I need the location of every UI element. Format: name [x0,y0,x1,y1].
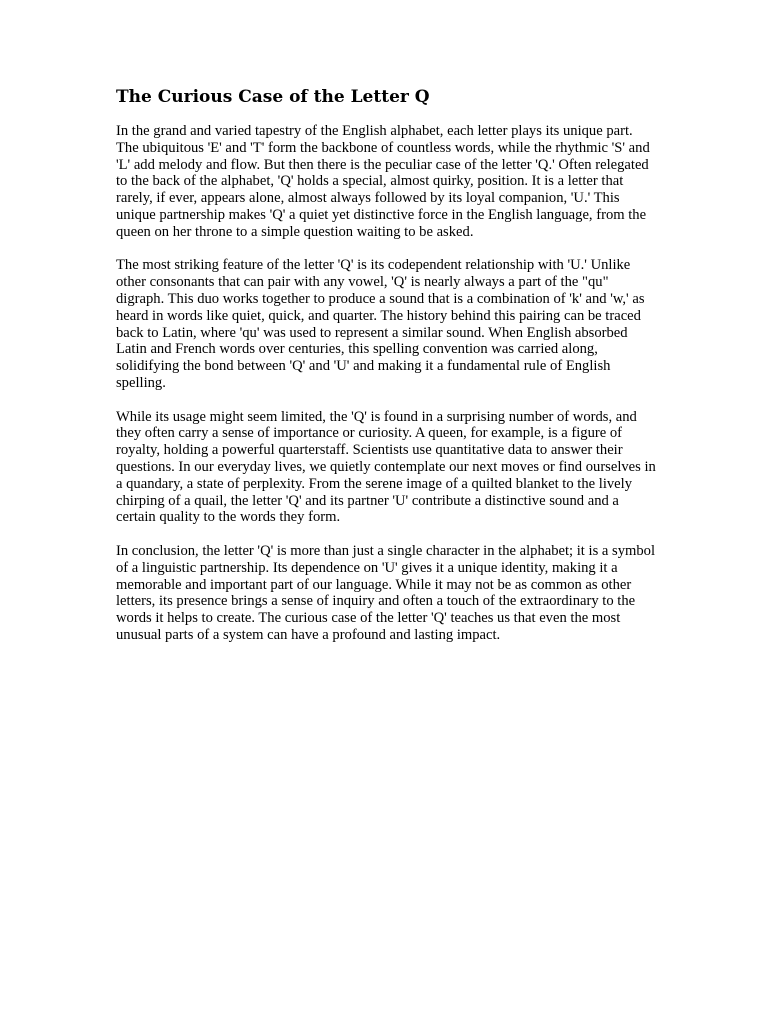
paragraph-intro: In the grand and varied tapestry of the English alphabet, each letter plays its unique part. The ubiquitous 'E' and 'T' form the backbone of countless words, while the rhythmic 'S' and 'L' add melody and flow. But then there is the peculiar case of the letter 'Q.' Often relegated to the back of the alphabet, 'Q' holds a special, almost quirky, position. It is a letter that rarely, if ever, appears alone, almost always followed by its loyal companion, 'U.' This unique partnership makes 'Q' a quiet yet distinctive force in the English language, from the queen on her throne to a simple question waiting to be asked. [116,123,650,240]
document-page [116,86,656,661]
paragraph-conclusion: In conclusion, the letter 'Q' is more than just a single character in the alphabet; it is a symbol of a linguistic partnership. Its dependence on 'U' gives it a unique identity, making it a memorable and important part of our language. While it may not be as common as other letters, its presence brings a sense of inquiry and often a touch of the extraordinary to the words it helps to create. The curious case of the letter 'Q' teaches us that even the most unusual parts of a system can have a profound and lasting impact. [116,542,655,643]
paragraph-relationship: The most striking feature of the letter 'Q' is its codependent relationship with 'U.' Unlike other consonants that can pair with any vowel, 'Q' is nearly always a part of the "qu" digraph. This duo works together to produce a sound that is a combination of 'k' and 'w,' as heard in words like quiet, quick, and quarter. The history behind this pairing can be traced back to Latin, where 'qu' was used to represent a similar sound. When English absorbed Latin and French words over centuries, this spelling convention was carried along, solidifying the bond between 'Q' and 'U' and making it a fundamental rule of English spelling. [116,257,645,391]
document-title: The Curious Case of the Letter Q [116,87,430,107]
paragraph-usage: While its usage might seem limited, the 'Q' is found in a surprising number of words, and they often carry a sense of importance or curiosity. A queen, for example, is a figure of royalty, holding a powerful quarterstaff. Scientists use quantitative data to answer their questions. In our everyday lives, we quietly contemplate our next moves or find ourselves in a quandary, a state of perplexity. From the serene image of a quilted blanket to the lively chirping of a quail, the letter 'Q' and its partner 'U' contribute a distinctive sound and a certain quality to the words they form. [116,408,656,526]
